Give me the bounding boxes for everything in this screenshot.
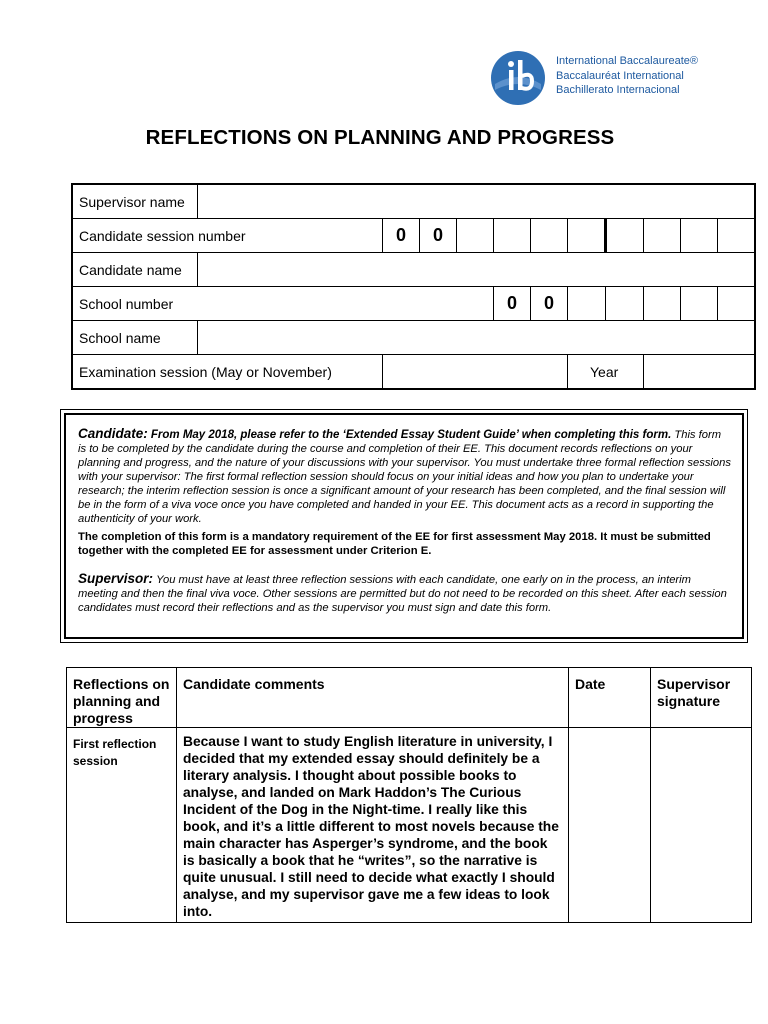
session-digit-3[interactable] xyxy=(457,219,494,253)
school-digit-1[interactable]: 0 xyxy=(494,287,531,321)
session-digit-10[interactable] xyxy=(718,219,756,253)
mandatory-note: The completion of this form is a mandatory requirement of the EE for first assessment May 2018. It must be submitted together with the completed EE for assessment under Criterion E. xyxy=(78,531,711,557)
session-digit-9[interactable] xyxy=(681,219,718,253)
candidate-comment[interactable]: Because I want to study English literature in university, I decided that my extended essay should definitely be a literary analysis. I thought about possible books to analyse, and landed on Mark Haddon’s The Curious Incident of the Dog in the Night-time. I really like this book, and it’s a little different to most novels because the main character has Asperger’s syndrome, and the book is basically a book that he “writes”, so the narrative is quite unusual. I still need to decide what exactly I should analyse, and my supervisor gave me a few ideas to look into. xyxy=(177,728,569,923)
school-digit-5[interactable] xyxy=(644,287,681,321)
ib-logo-icon xyxy=(490,50,546,106)
school-name-label: School name xyxy=(72,321,198,355)
session-label: First reflection session xyxy=(67,728,177,923)
exam-session-label: Examination session (May or November) xyxy=(72,355,383,390)
supervisor-name-label: Supervisor name xyxy=(72,184,198,219)
candidate-lead: Candidate: xyxy=(78,426,148,441)
session-digit-7[interactable] xyxy=(606,219,644,253)
signature-field[interactable] xyxy=(651,728,752,923)
candidate-name-field[interactable] xyxy=(198,253,756,287)
session-digit-1[interactable]: 0 xyxy=(383,219,420,253)
header-date: Date xyxy=(569,668,651,728)
logo-line-3: Bachillerato Internacional xyxy=(556,84,680,96)
instructions-box xyxy=(60,409,748,643)
table-row xyxy=(67,728,752,923)
logo-line-1: International Baccalaureate® xyxy=(556,55,699,67)
candidate-name-label: Candidate name xyxy=(72,253,198,287)
session-digit-4[interactable] xyxy=(494,219,531,253)
candidate-info-table xyxy=(71,183,756,390)
reflection-table xyxy=(66,667,752,923)
supervisor-lead: Supervisor: xyxy=(78,571,154,586)
school-digit-4[interactable] xyxy=(606,287,644,321)
supervisor-body: You must have at least three reflection sessions with each candidate, one early on in the process, an interim meeting and then the final viva voce. Other sessions are permitted but do not need to be recorded on this sheet. After each session candidates must record their reflections and as the supervisor you must sign and date this form. xyxy=(78,574,727,614)
header-candidate-comments: Candidate comments xyxy=(177,668,569,728)
candidate-body: This form is to be completed by the candidate during the course and completion of their EE. This document records reflections on your planning and progress, and the nature of your discussions with your supervisor. You must undertake three formal reflection sessions with your supervisor: The first formal reflection session should focus on your initial ideas and how you plan to undertake your research; the interim reflection session is once a significant amount of your research has been completed, and the final session will be in the form of a viva voce once you have completed and handed in your EE. This document acts as a record in supporting the authenticity of your work. xyxy=(78,429,731,525)
page-title: REFLECTIONS ON PLANNING AND PROGRESS xyxy=(145,126,615,149)
year-label: Year xyxy=(568,355,644,390)
ib-logo-text xyxy=(556,54,698,98)
header-reflections: Reflections on planning and progress xyxy=(67,668,177,728)
exam-session-field[interactable] xyxy=(383,355,568,390)
session-number-label: Candidate session number xyxy=(72,219,383,253)
session-digit-8[interactable] xyxy=(644,219,681,253)
year-field[interactable] xyxy=(644,355,756,390)
school-digit-6[interactable] xyxy=(681,287,718,321)
candidate-intro: From May 2018, please refer to the ‘Extended Essay Student Guide’ when completing this form. xyxy=(150,429,672,441)
ib-logo xyxy=(490,48,705,108)
school-name-field[interactable] xyxy=(198,321,756,355)
table-header-row xyxy=(67,668,752,728)
school-digit-2[interactable]: 0 xyxy=(531,287,568,321)
school-number-label: School number xyxy=(72,287,494,321)
session-digit-6[interactable] xyxy=(568,219,606,253)
candidate-instructions xyxy=(78,427,732,526)
date-field[interactable] xyxy=(569,728,651,923)
logo-line-2: Baccalauréat International xyxy=(556,69,684,82)
session-digit-5[interactable] xyxy=(531,219,568,253)
supervisor-name-field[interactable] xyxy=(198,184,756,219)
supervisor-instructions xyxy=(78,572,732,615)
session-digit-2[interactable]: 0 xyxy=(420,219,457,253)
school-digit-3[interactable] xyxy=(568,287,606,321)
header-supervisor-signature: Supervisor signature xyxy=(651,668,752,728)
